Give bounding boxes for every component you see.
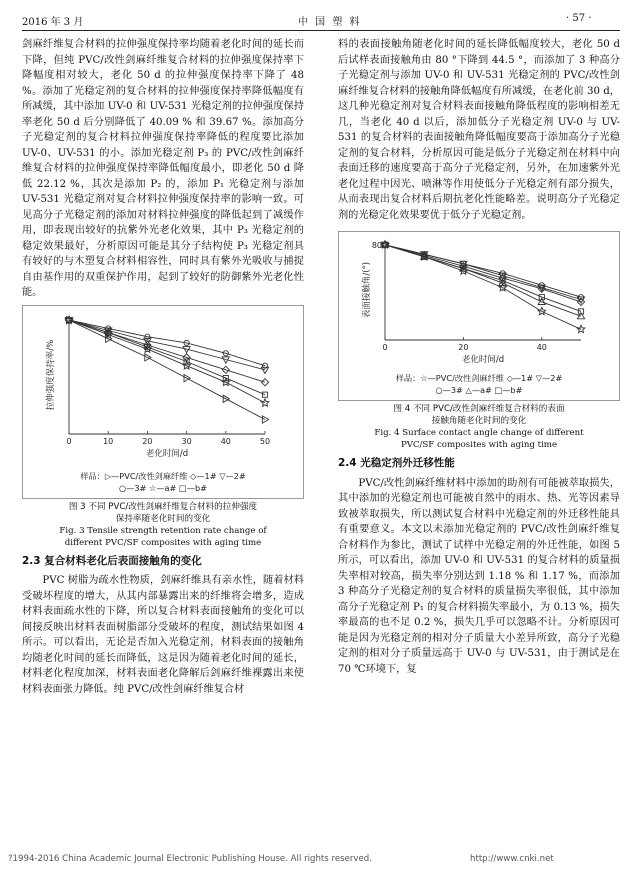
legend-entry: ◇—1#	[506, 373, 536, 383]
x-tick-label: 30	[181, 436, 192, 446]
right-paragraph-1: 料的表面接触角随老化时间的延长降低幅度较大，老化 50 d 后试样表面接触角由 80 °下降到 44.5 °，而添加了 3 种高分子光稳定剂与添加 UV-0 和 UV-531 光稳定剂的 PVC/改性剑麻纤维复合材料的接触角降低幅度有所减缓，在老化前 30 d，这几种光稳定剂对复合材料表面接触角降低程度的影响相差无几，当老化 40 d 以后，添加低分子光稳定剂 UV-0 与 UV-531 的复合材料的表面接触角降低幅度要高于添加高分子光稳定剂的复合材料，分析原因可能是低分子光稳定剂在材料中向表面迁移的速度要高于高分子光稳定剂，另外，在加速紫外光老化过程中因光、喷淋等作用使低分子光稳定剂有部分损失，从而表现出复合材料后期抗老化性能略差。说明高分子光稳定剂的光稳定化效果要优于低分子光稳定剂。	[338, 39, 620, 221]
legend-entry: ▽—2#	[219, 470, 246, 481]
series-1	[66, 316, 268, 423]
x-axis-label: 老化时间/d	[461, 355, 505, 365]
x-tick-label: 0	[382, 343, 388, 352]
x-tick-label: 0	[66, 436, 72, 446]
legend-entry: ▷—PVC/改性剑麻纤维	[104, 470, 191, 481]
legend-entry: ▽—2#	[535, 373, 563, 383]
x-tick-label: 40	[536, 343, 547, 352]
figure-4-caption-zh-1: 图 4 不同 PVC/改性剑麻纤维复合材料的表面	[393, 404, 565, 414]
figure-3-caption-en-2: different PVC/SF composites with aging time	[64, 537, 262, 548]
header-journal: 中 国 塑 料	[298, 17, 362, 28]
x-tick-label: 20	[142, 436, 153, 446]
header-date: 2016 年 3 月	[22, 17, 84, 28]
figure-4-chart	[339, 232, 619, 372]
series-1	[381, 241, 585, 333]
figure-4-legend	[339, 372, 619, 396]
series-4	[66, 317, 267, 368]
figure-3-caption-en-1: Fig. 3 Tensile strength retention rate change of	[59, 525, 267, 536]
series-line	[69, 320, 265, 366]
figure-3-caption-zh-1: 图 3 不同 PVC/改性剑麻纤维复合材料的拉伸强度	[68, 501, 258, 512]
x-tick-label: 50	[259, 436, 271, 446]
series-line	[69, 320, 265, 370]
legend-entry: ☆—PVC/改性剑麻纤维	[420, 373, 507, 383]
left-paragraph-2: PVC 树脂为疏水性物质，剑麻纤维具有亲水性，随着材料受破坏程度的增大，从其内部暴露出来的纤维将会增多，造成材料表面疏水性的下降，所以复合材料表面接触角的变化可以间接反映出材料表面树脂部分受破坏的程度，测试结果如图 4 所示。可以看出，无论是否加入光稳定剂，材料表面的接触角均随老化时间的延长而降低，这是因为随着老化时间的延长，材料老化程度加深，材料表面老化降解后剑麻纤维裸露出来使材料表面张力降低。纯 PVC/改性剑麻纤维复合材	[22, 575, 304, 695]
header-page-number: · 57 ·	[566, 13, 592, 24]
figure-3-legend	[23, 470, 303, 494]
data-point	[261, 378, 268, 385]
legend-entry: ☆—a#	[149, 482, 180, 493]
y-axis-label: 表面接触角/(°)	[362, 261, 372, 319]
legend-entry: □—b#	[179, 482, 207, 493]
figure-3	[22, 305, 304, 499]
x-axis-label: 老化时间/d	[145, 448, 189, 459]
left-paragraph-1: 剑麻纤维复合材料的拉伸强度保持率均随着老化时间的延长而下降，但纯 PVC/改性剑麻纤维复合材料的拉伸强度保持率下降幅度相对较大，老化 50 d 的拉伸强度保持率下降了 48 %。添加了光稳定剂的复合材料的拉伸强度保持率降低幅度有所减缓，其中添加 UV-0 和 UV-531 光稳定剂的拉伸强度保持率老化 50 d 后分别降低了 40.09 % 和 39.67 %。添加高分子光稳定剂的复合材料拉伸强度保持率降低的程度要比添加 UV-0、UV-531 的小。添加光稳定剂 P₃ 的 PVC/改性剑麻纤维复合材料的拉伸强度保持率降低幅度最小，即老化 50 d 降低 22.12 %，其次是添加 P₂ 的，添加 P₁ 光稳定剂与添加 UV-531 光稳定剂对复合材料拉伸强度保持率的影响一致。可见高分子光稳定剂的添加对材料拉伸强度的降低起到了减缓作用，即表现出较好的抗紫外光老化效果，其中 P₃ 光稳定剂的稳定效果最好，分析原因可能是其分子结构使 P₃ 光稳定剂具有较好的与木塑复合材料相容性，同时具有紫外光吸收与捕捉自由基作用的双重保护作用，起到了较好的防御紫外光老化性能。	[22, 39, 304, 298]
figure-3-caption-zh-2: 保持率随老化时间的变化	[115, 513, 211, 524]
section-2-3-heading: 2.3 复合材料老化后表面接触角的变化	[22, 554, 202, 567]
series-6	[382, 242, 583, 314]
fig4-legend-prefix: 样品：	[395, 373, 421, 383]
legend-entry: ○—3#	[435, 385, 466, 395]
figure-3-chart	[23, 306, 303, 468]
series-line	[385, 245, 581, 312]
x-tick-label: 20	[458, 343, 469, 352]
series-line	[385, 245, 581, 316]
y-tick-label: 80	[371, 240, 382, 250]
page-footer	[0, 850, 636, 875]
section-2-4-heading: 2.4 光稳定剂外迁移性能	[338, 457, 455, 469]
figure-4-caption-en-1: Fig. 4 Surface contact angle change of different	[374, 428, 584, 438]
x-tick-label: 10	[103, 436, 114, 446]
right-column	[338, 37, 620, 677]
footer-copyright: ?1994-2016 China Academic Journal Electronic Publishing House. All rights reserved.	[8, 854, 372, 864]
series-5	[65, 316, 269, 406]
header-rule	[22, 30, 620, 31]
figure-4	[338, 231, 620, 401]
legend-entry: ◇—1#	[190, 470, 220, 481]
x-tick-label: 40	[220, 436, 231, 446]
left-column	[22, 37, 304, 697]
y-axis-label: 拉伸强度保持率/%	[46, 339, 56, 410]
footer-url[interactable]: http://www.cnki.net	[470, 854, 554, 864]
legend-entry: □—b#	[494, 385, 523, 395]
right-paragraph-2: PVC/改性剑麻纤维材料中添加的助剂有可能被萃取损失，其中添加的光稳定剂也可能被自然中的雨水、热、光等因素导致被萃取损失，所以测试复合材料中光稳定剂的外迁移性能具有重要意义。本文以未添加光稳定剂的 PVC/改性剑麻纤维复合材料作为参比，测试了试样中光稳定剂的外迁性能，如图 5 所示，可以看出，添加 UV-0 和 UV-531 的复合材料的质量损失率相对较高，损失率分别达到 1.18 % 和 1.17 %，而添加 3 种高分子光稳定剂的复合材料的质量损失率很低，其中添加高分子光稳定剂 P₁ 的复合材料损失率最小，为 0.13 %，损失率最高的也不足 0.2 %，损失几乎可以忽略不计。分析原因可能是因为光稳定剂的相对分子质量大小差异所致，高分子光稳定剂的相对分子质量远高于 UV-0 与 UV-531，由于测试是在 70 ℃环境下，复	[338, 477, 620, 675]
legend-entry: ○—3#	[118, 482, 149, 493]
figure-4-caption-en-2: PVC/SF composites with aging time	[400, 440, 558, 450]
series-line	[69, 320, 265, 419]
fig3-legend-prefix: 样品：	[80, 470, 105, 481]
figure-4-caption-zh-2: 接触角随老化时间的变化	[431, 416, 527, 426]
legend-entry: △—a#	[465, 385, 495, 395]
series-2	[381, 241, 584, 305]
data-point	[262, 415, 268, 422]
series-line	[69, 320, 265, 403]
series-line	[385, 245, 581, 329]
running-header	[0, 0, 636, 32]
